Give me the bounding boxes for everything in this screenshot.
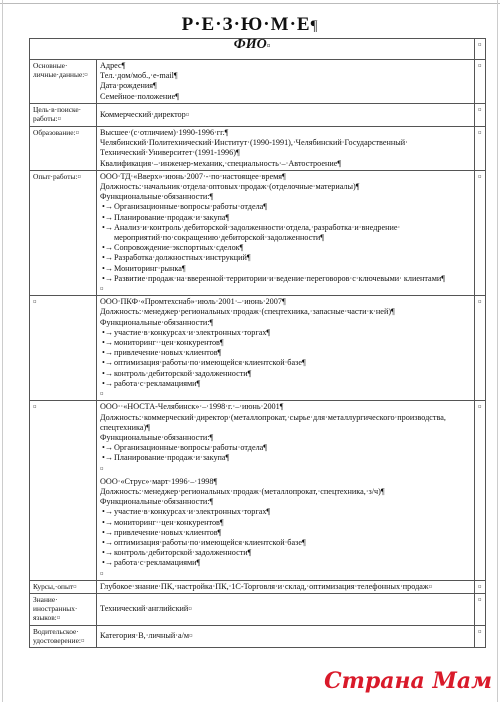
- goal-label: [30, 103, 97, 126]
- courses-value: [97, 580, 475, 593]
- marital-status-line: Семейное·положение¶: [100, 91, 179, 101]
- license-label: [30, 625, 97, 647]
- education-row: [30, 127, 486, 171]
- address-line: Адрес¶: [100, 61, 126, 70]
- education-institution: Челябинский·Политехнический·Институт·(1990-1991),·Челябинский·Государственный· Технический·Университет·(1991-1996)¶: [100, 138, 408, 158]
- duty-item: •→ привлечение·новых·клиентов¶: [102, 348, 222, 358]
- page-top-rule: [0, 3, 500, 4]
- job-company: ООО·ПКФ·«Промтехснаб»·июль·2001·–·июнь·2007¶: [100, 297, 286, 307]
- cell-end-mark: ¤: [428, 582, 433, 591]
- empty-label: [30, 401, 97, 580]
- languages-value-text: Технический·английский: [100, 603, 189, 613]
- basic-data-value: [97, 60, 475, 104]
- title-pilcrow: ¶: [310, 18, 319, 34]
- cell-end-mark: ¤: [56, 614, 61, 623]
- experience-label: [30, 170, 97, 295]
- license-value: [97, 625, 475, 647]
- job-company: ООО·ТД·«Вверх»·июнь·2007·-·по·настоящее·время¶: [100, 171, 286, 181]
- duty-item: •→ работа·с·рекламациями¶: [102, 378, 201, 388]
- cell-end-mark: ¤: [100, 285, 104, 294]
- basic-data-row: [30, 60, 486, 104]
- job-position: Должность:·менеджер·региональных·продаж·(металлопрокат,·спецтехника,·з/ч)¶: [100, 486, 385, 496]
- row-end-mark: ¤: [475, 580, 486, 593]
- cell-end-mark: ¤: [57, 115, 62, 124]
- languages-row: [30, 593, 486, 625]
- courses-row: [30, 580, 486, 593]
- cell-end-mark: ¤: [33, 403, 37, 412]
- cell-end-mark: ¤: [100, 390, 104, 399]
- duty-item: •→ Организационные·вопросы·работы·отдела¶: [102, 443, 268, 453]
- row-end-mark: ¤: [475, 593, 486, 625]
- birthdate-line: Дата·рождения¶: [100, 81, 157, 91]
- cell-end-mark: ¤: [100, 464, 104, 473]
- duty-item: •→ контроль·дебиторской·задолженности¶: [102, 368, 252, 378]
- fio-row: [30, 39, 486, 60]
- cell-end-mark: ¤: [185, 110, 190, 119]
- job-position: Должность:·менеджер·региональных·продаж·(спецтехника,·запасные·части·к·ней)¶: [100, 307, 395, 317]
- job-position: Должность:·начальник·отдела·оптовых·продаж·(отделочные·материалы)¶: [100, 182, 360, 192]
- duty-item: •→ Планирование·продаж·и·закупа¶: [102, 212, 230, 222]
- duty-item: •→ Планирование·продаж·и·закупа¶: [102, 453, 230, 463]
- job-row: [30, 296, 486, 401]
- courses-label: [30, 580, 97, 593]
- job-row: [30, 170, 486, 295]
- duty-item: •→ участие·в·конкурсах·и·электронных·торгах¶: [102, 327, 271, 337]
- job-entry: [97, 296, 475, 401]
- duty-item: •→ Сопровождение·экспортных·сделок¶: [102, 243, 244, 253]
- license-row: [30, 625, 486, 647]
- document-title: [0, 14, 500, 36]
- basic-data-label: [30, 60, 97, 104]
- cell-end-mark: ¤: [80, 636, 85, 645]
- resume-table: [29, 38, 486, 648]
- duty-item: •→ оптимизация·работы·по·имеющейся·клиентской·базе¶: [102, 358, 306, 368]
- row-end-mark: ¤: [475, 296, 486, 401]
- job-duties-title: Функциональные·обязанности:¶: [100, 192, 214, 202]
- row-end-mark: ¤: [475, 401, 486, 580]
- languages-value: [97, 593, 475, 625]
- courses-label-text: Курсы,·опыт: [33, 581, 74, 591]
- duty-item: •→ Анализ·и·контроль·дебиторской·задолженности·отдела,·разработка·и·внедрение· мероприятий·по·сокращению·дебиторской·задолженности¶: [102, 222, 401, 243]
- duty-item: •→ мониторинг··цен·конкурентов¶: [102, 338, 224, 348]
- page-right-rule: [497, 0, 498, 702]
- goal-value: [97, 103, 475, 126]
- job-duties-title: Функциональные·обязанности:¶: [100, 317, 214, 327]
- job-duties-title: Функциональные·обязанности:¶: [100, 432, 214, 442]
- job-entry: [97, 170, 475, 295]
- cell-end-mark: ¤: [188, 604, 192, 613]
- duty-item: •→ работа·с·рекламациями¶: [102, 558, 201, 568]
- job-company: ООО·«Струс»·март·1996·–·1998¶: [100, 476, 218, 486]
- courses-value-text: Глубокое·знание·ПК,·настройка·ПК,·1С-Торговля·и·склад,·оптимизация·телефонных·продаж: [100, 581, 429, 591]
- education-label-text: Образование:: [33, 128, 76, 138]
- row-end-mark: ¤: [475, 170, 486, 295]
- row-end-mark: ¤: [475, 60, 486, 104]
- education-label: [30, 127, 97, 171]
- cell-end-mark: ¤: [33, 298, 37, 307]
- duty-item: •→ контроль·дебиторской·задолженности¶: [102, 548, 252, 558]
- job-position: Должность:·коммерческий·директор·(металлопрокат,·сырье·для·металлургического·производства, спецтехника)¶: [100, 412, 446, 432]
- duty-item: •→ оптимизация·работы·по·имеющейся·клиентской·базе¶: [102, 537, 306, 547]
- education-degree: Высшее·(с·отличием)·1990-1996·гг.¶: [100, 128, 229, 138]
- cell-end-mark: ¤: [73, 582, 77, 591]
- duty-item: •→ участие·в·конкурсах·и·электронных·торгах¶: [102, 507, 271, 517]
- duty-item: •→ Развитие·продаж·на·вверенной·территории·и·ведение·переговоров·с·ключевыми· клиентами¶: [102, 273, 445, 283]
- experience-label-text: Опыт·работы:: [33, 171, 78, 181]
- cell-end-mark: ¤: [266, 42, 271, 50]
- cell-end-mark: ¤: [77, 172, 82, 181]
- duty-item: •→ Разработка·должностных·инструкций¶: [102, 253, 251, 263]
- languages-label-text: Знание· иностранных· языков:: [33, 594, 78, 623]
- cell-end-mark: ¤: [189, 631, 193, 640]
- fio-cell: [30, 39, 475, 60]
- job-duties-title: Функциональные·обязанности:¶: [100, 497, 214, 507]
- row-end-mark: ¤: [475, 625, 486, 647]
- site-watermark: Страна Мам: [324, 668, 492, 694]
- education-qualification: Квалификация·–·инженер-механик,·специальность·–·Автостроение¶: [100, 158, 342, 168]
- row-end-mark: ¤: [475, 39, 486, 60]
- duty-item: •→ Мониторинг·рынка¶: [102, 263, 186, 273]
- duty-item: •→ мониторинг··цен·конкурентов¶: [102, 517, 224, 527]
- job-company: ООО··«НОСТА-Челябинск»·–·1998·г.·–·июнь·2001¶: [100, 402, 284, 412]
- license-label-text: Водительское· удостоверение:: [33, 626, 81, 645]
- goal-label-text: Цель·в·поиске· работы:: [33, 104, 82, 124]
- fio-text: ФИО: [233, 37, 267, 52]
- goal-row: [30, 103, 486, 126]
- cell-end-mark: ¤: [100, 569, 104, 578]
- title-text: Р·Е·З·Ю·М·Е: [181, 14, 311, 35]
- row-end-mark: ¤: [475, 103, 486, 126]
- phone-line: Тел.·дом/моб.,·e-mail¶: [100, 71, 178, 81]
- duty-item: •→ привлечение·новых·клиентов¶: [102, 527, 222, 537]
- education-value: [97, 127, 475, 171]
- cell-end-mark: ¤: [75, 129, 80, 138]
- goal-value-text: Коммерческий·директор: [100, 109, 186, 119]
- cell-end-mark: ¤: [84, 71, 88, 80]
- languages-label: [30, 593, 97, 625]
- empty-label: [30, 296, 97, 401]
- duty-item: •→ Организационные·вопросы·работы·отдела¶: [102, 202, 268, 212]
- page-left-rule: [2, 0, 3, 702]
- basic-data-label-text: Основные· личные·данные:: [33, 61, 85, 80]
- job-entry: [97, 401, 475, 580]
- row-end-mark: ¤: [475, 127, 486, 171]
- job-row: [30, 401, 486, 580]
- license-value-text: Категория·В,·личный·а/м: [100, 630, 190, 640]
